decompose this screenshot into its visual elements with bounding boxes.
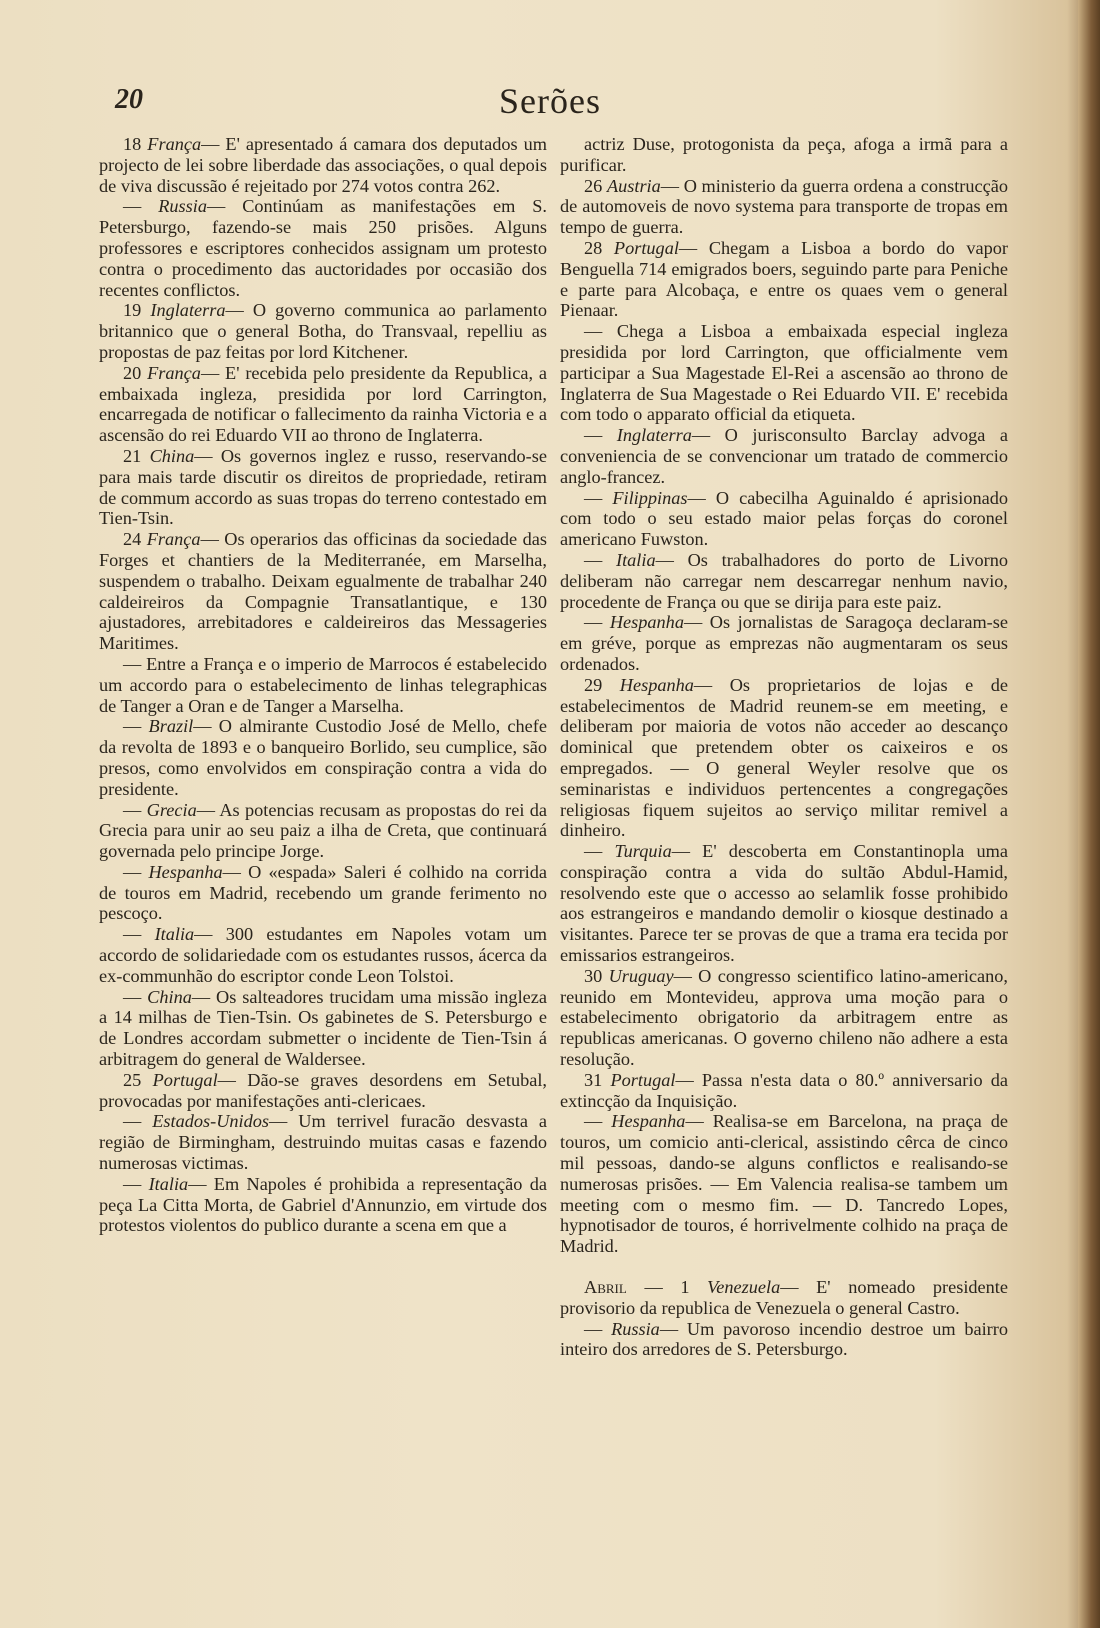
entry-date: — — [123, 986, 142, 1007]
entry-country: Portugal — [610, 1069, 676, 1090]
entry-country: França — [147, 362, 201, 383]
entry-date: 31 — [584, 1069, 603, 1090]
chronicle-entry — [99, 1070, 547, 1112]
chronicle-entry — [99, 987, 547, 1070]
entry-date: 21 — [123, 445, 142, 466]
entry-date: — — [123, 716, 142, 737]
chronicle-entry — [99, 716, 547, 799]
chronicle-entry — [99, 654, 547, 716]
entry-text: — E' nomeado presidente provisorio da republica de Venezuela o general Castro. — [560, 1277, 1008, 1318]
entry-country: Italia — [616, 549, 656, 570]
entry-text: — O congresso scientifico latino-americano, reunido em Montevideu, approva uma moção para o estabelecimento obrigatorio da arbitragem entre as republicas americanas. O governo chileno não adhere a esta resolução. — [560, 965, 1008, 1070]
entry-text: — Os jornalistas de Saragoça declaram-se em gréve, porque as emprezas não augmentaram os seus ordenados. — [560, 612, 1008, 674]
chronicle-entry — [560, 1277, 1008, 1319]
chronicle-entry — [560, 134, 1008, 176]
entry-date: 29 — [584, 674, 603, 695]
entry-date: — — [584, 612, 603, 633]
page-edge — [1078, 0, 1100, 1628]
entry-date: — — [123, 653, 142, 674]
entry-text: — E' recebida pelo presidente da Republica, a embaixada ingleza, presidida por lord Carrington, encarregada de notificar o fallecimento da rainha Victoria e a ascensão do rei Eduardo VII ao throno de Inglaterra. — [99, 362, 547, 446]
chronicle-entry — [99, 800, 547, 862]
entry-country: Russia — [611, 1318, 660, 1339]
entry-country: Venezuela — [707, 1277, 781, 1298]
chronicle-entry — [560, 1111, 1008, 1257]
chronicle-entry — [99, 363, 547, 446]
entry-text: Chega a Lisboa a embaixada especial ingleza presidida por lord Carrington, que officialmente vem participar a Sua Magestade El-Rei a ascensão ao throno de Inglaterra de Sua Magestade o Rei Eduardo VII. E' recebida com todo o apparato official da etiqueta. — [560, 321, 1009, 425]
chronicle-entry — [99, 300, 547, 362]
chronicle-entry — [560, 321, 1008, 425]
entry-country: Estados-Unidos — [152, 1111, 270, 1132]
entry-text: — O «espada» Saleri é colhido na corrida de touros em Madrid, recebendo um grande ferimento no pescoço. — [99, 861, 547, 924]
entry-country: Grecia — [146, 799, 197, 820]
entry-text: — E' apresentado á camara dos deputados um projecto de lei sobre liberdade das associações, o qual depois de viva discussão é rejeitado por 274 votos contra 262. — [99, 134, 547, 196]
entry-country: China — [147, 986, 192, 1007]
chronicle-entry — [560, 176, 1008, 238]
entry-date: — — [584, 1318, 603, 1339]
entry-country: Hespanha — [609, 612, 684, 633]
entry-country: Portugal — [613, 237, 679, 258]
entry-text: — O jurisconsulto Barclay advoga a conveniencia de se convencionar um tratado de commercio anglo-francez. — [560, 425, 1008, 487]
entry-country: Hespanha — [619, 674, 694, 695]
chronicle-entry — [560, 1319, 1008, 1361]
entry-date: — — [123, 1173, 142, 1194]
entry-country: Filippinas — [612, 487, 688, 508]
entry-text: — E' descoberta em Constantinopla uma conspiração contra a vida do sultão Abdul-Hamid, resolvendo este que o accesso ao selamlik fosse prohibido aos estrangeiros e mandando demolir o kiosque destinado a visitantes. Parece ter se provas de que a trama era tecida por emissarios estrangeiros. — [560, 841, 1008, 966]
entry-country: Turquia — [614, 841, 672, 862]
entry-country: França — [147, 134, 202, 154]
entry-text: — Em Napoles é prohibida a representação da peça La Citta Morta, de Gabriel d'Annunzio, em virtude dos protestos violentos do publico durante a scena em que a — [99, 1173, 547, 1236]
chronicle-entry — [99, 446, 547, 529]
entry-country: França — [146, 529, 201, 550]
entry-date: — — [584, 549, 603, 570]
chronicle-entry — [560, 1070, 1008, 1112]
entry-date: — — [584, 1111, 603, 1132]
chronicle-entry — [99, 924, 547, 986]
entry-date: — — [584, 425, 603, 446]
entry-text: — Continúam as manifestações em S. Petersburgo, fazendo-se mais 250 prisões. Alguns professores e escriptores conhecidos assignam um protesto contra o procedimento das auctoridades por occasião dos recentes conflictos. — [99, 196, 547, 300]
chronicle-entry — [99, 529, 547, 654]
entry-country: China — [149, 445, 195, 466]
entry-text: — O governo communica ao parlamento britannico que o general Botha, do Transvaal, repelliu as propostas de paz feitas por lord Kitchener. — [99, 300, 547, 362]
chronicle-entry — [99, 1174, 547, 1236]
entry-country: Uruguay — [608, 965, 674, 986]
entry-country: Italia — [148, 1173, 189, 1194]
entry-country: Hespanha — [611, 1111, 686, 1132]
entry-date: Abril — 1 — [584, 1277, 690, 1298]
entry-text: — O cabecilha Aguinaldo é aprisionado com todo o seu estado maior pelas forças do coronel americano Fuwston. — [560, 487, 1008, 550]
entry-text: — 300 estudantes em Napoles votam um accordo de solidariedade com os estudantes russos, ácerca da ex-communhão do escriptor conde Leon Tolstoi. — [99, 924, 547, 986]
entry-text: — Um pavoroso incendio destroe um bairro inteiro dos arredores de S. Petersburgo. — [560, 1318, 1008, 1360]
entry-text: — Os salteadores trucidam uma missão ingleza a 14 milhas de Tien-Tsin. Os gabinetes de S. Petersburgo e de Londres accordam submetter o incidente de Tien-Tsin á arbitragem do general de Waldersee. — [99, 986, 547, 1070]
entry-date: 20 — [123, 362, 142, 383]
entry-country: Italia — [154, 924, 195, 945]
chronicle-entry — [99, 196, 547, 300]
left-column — [99, 134, 547, 1236]
entry-text: Entre a França e o imperio de Marrocos é estabelecido um accordo para o estabelecimento de linhas telegraphicas de Tanger a Oran e de Tanger a Marselha. — [99, 653, 547, 716]
entry-text: — Passa n'esta data o 80.º anniversario da extincção da Inquisição. — [560, 1069, 1008, 1111]
chronicle-entry — [99, 862, 547, 924]
chronicle-entry — [560, 612, 1008, 674]
entry-date: 30 — [584, 965, 603, 986]
entry-date: 19 — [123, 300, 142, 321]
entry-country: Portugal — [152, 1069, 218, 1090]
entry-country: Russia — [158, 196, 207, 217]
entry-date: 18 — [123, 134, 142, 154]
entry-date: — — [584, 321, 603, 342]
entry-text: — Os proprietarios de lojas e de estabelecimentos de Madrid reunem-se em meeting, e deliberam por maioria de votos não acceder ao descanço dominical que pretendem obter os caixeiros e os empregados. — O general Weyler resolve que os seminaristas e individuos pertencentes a congregações religiosas fiquem sujeitos ao serviço militar remivel a dinheiro. — [560, 674, 1009, 841]
entry-text: — Os operarios das officinas da sociedade das Forges et chantiers de la Mediterranée, em Marselha, suspendem o trabalho. Deixam egualmente de trabalhar 240 caldeireiros da Compagnie Transatlantique, e 130 ajustadores, arrebitadores e caldeireiros das Messageries Maritimes. — [99, 529, 547, 654]
entry-date: 25 — [123, 1069, 142, 1090]
entry-text: — O almirante Custodio José de Mello, chefe da revolta de 1893 e o banqueiro Borlido, seu cumplice, são presos, como envolvidos em conspiração contra a vida do presidente. — [99, 716, 547, 799]
entry-date: — — [584, 487, 603, 508]
chronicle-entry — [560, 675, 1008, 841]
entry-text: — Dão-se graves desordens em Setubal, provocadas por manifestações anti-clericaes. — [99, 1069, 548, 1111]
entry-date: — — [123, 924, 142, 945]
entry-text: — As potencias recusam as propostas do rei da Grecia para unir ao seu paiz a ilha de Creta, que continuará governada pelo principe Jorge. — [99, 799, 547, 862]
entry-date: 26 — [584, 175, 603, 196]
chronicle-entry — [560, 488, 1008, 550]
page-number: 20 — [115, 84, 143, 115]
entry-country: Hespanha — [148, 861, 223, 882]
chronicle-entry — [560, 841, 1008, 966]
entry-text: — Um terrivel furacão desvasta a região de Birmingham, destruindo muitas casas e fazendo numerosas victimas. — [99, 1111, 547, 1174]
entry-text: — Realisa-se em Barcelona, na praça de touros, um comicio anti-clerical, assistindo cêrca de cinco mil pessoas, dando-se alguns conflictos e realisando-se numerosas prisões. — Em Valencia realisa-se tambem um meeting com o mesmo fim. — D. Tancredo Lopes, hypnotisador de touros, é horrivelmente colhido na praça de Madrid. — [560, 1111, 1008, 1257]
entry-date: — — [584, 841, 603, 862]
entry-date: 28 — [584, 237, 603, 258]
entry-date: 24 — [123, 529, 142, 550]
running-head: Serões — [499, 81, 601, 121]
chronicle-entry — [560, 238, 1008, 321]
entry-country: Inglaterra — [616, 425, 692, 446]
entry-text: — Chegam a Lisboa a bordo do vapor Benguella 714 emigrados boers, seguindo parte para Peniche e parte para Alcobaça, e entre os quaes vem o general Pienaar. — [560, 237, 1008, 321]
entry-text: — Os governos inglez e russo, reservando-se para mais tarde discutir os direitos de propriedade, retiram de commum accordo as suas tropas do terreno contestado em Tien-Tsin. — [99, 445, 547, 529]
entry-text: — Os trabalhadores do porto de Livorno deliberam não carregar nem descarregar nenhum navio, procedente de França ou que se dirija para este paiz. — [560, 549, 1008, 612]
entry-country: Inglaterra — [150, 300, 226, 321]
entry-date: — — [123, 799, 142, 820]
entry-country: Austria — [606, 175, 661, 196]
entry-text: actriz Duse, protogonista da peça, afoga a irmã para a purificar. — [560, 134, 1008, 175]
chronicle-entry — [99, 1111, 547, 1173]
chronicle-entry — [560, 425, 1008, 487]
entry-date: — — [123, 1111, 142, 1132]
entry-text: — O ministerio da guerra ordena a construcção de automoveis de novo systema para transporte de tropas em tempo de guerra. — [560, 175, 1009, 238]
entry-date: — — [123, 861, 142, 882]
right-column — [560, 134, 1008, 1360]
entry-country: Brazil — [148, 716, 194, 737]
entry-date: — — [123, 196, 142, 217]
chronicle-entry — [560, 550, 1008, 612]
chronicle-entry — [560, 966, 1008, 1070]
chronicle-entry — [99, 134, 547, 196]
